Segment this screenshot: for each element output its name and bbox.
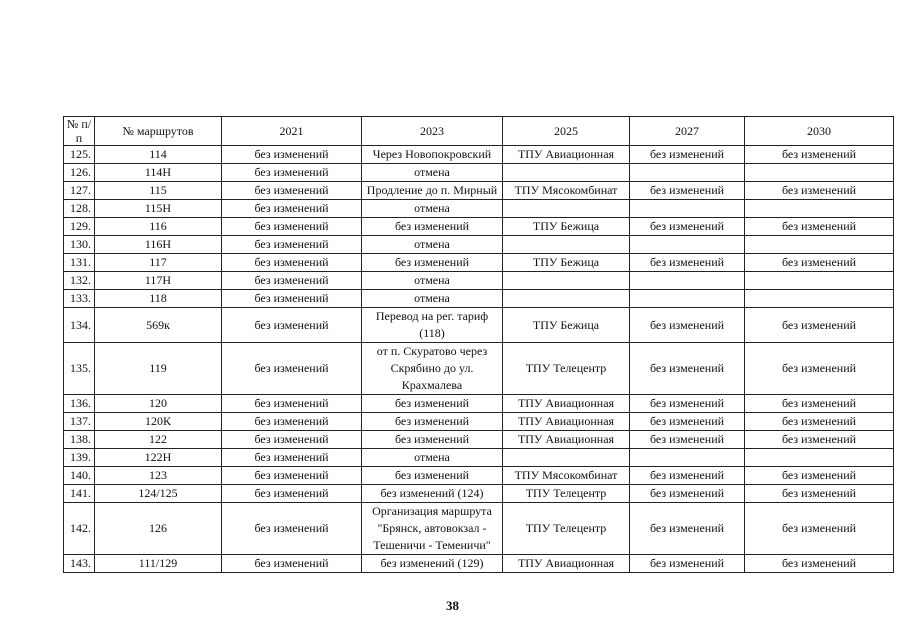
cell-status-2025: ТПУ Мясокомбинат [503,182,630,200]
table-row [64,272,894,290]
cell-status-2025 [503,200,630,218]
table-row [64,182,894,200]
cell-status-2023: без изменений [362,467,503,485]
cell-status-2021: без изменений [222,182,362,200]
cell-status-2023: отмена [362,164,503,182]
table-row [64,200,894,218]
cell-route-number: 569к [95,308,222,343]
cell-route-number: 117Н [95,272,222,290]
cell-status-2027: без изменений [630,254,745,272]
table-row [64,485,894,503]
table-row [64,503,894,555]
cell-row-number: 143. [64,555,95,573]
cell-status-2021: без изменений [222,555,362,573]
cell-status-2023: без изменений [362,218,503,236]
table-body [64,146,894,573]
cell-status-2027: без изменений [630,343,745,395]
cell-status-2027: без изменений [630,503,745,555]
cell-status-2025 [503,449,630,467]
cell-route-number: 114 [95,146,222,164]
cell-route-number: 126 [95,503,222,555]
cell-status-2027: без изменений [630,218,745,236]
header-cell-2030: 2030 [745,117,894,146]
cell-status-2023: отмена [362,272,503,290]
cell-status-2027: без изменений [630,395,745,413]
cell-status-2021: без изменений [222,200,362,218]
cell-route-number: 111/129 [95,555,222,573]
cell-status-2027: без изменений [630,308,745,343]
cell-status-2021: без изменений [222,272,362,290]
cell-status-2030: без изменений [745,503,894,555]
cell-route-number: 119 [95,343,222,395]
cell-status-2021: без изменений [222,290,362,308]
cell-status-2030: без изменений [745,182,894,200]
table-row [64,290,894,308]
cell-status-2023: без изменений [362,431,503,449]
cell-status-2021: без изменений [222,146,362,164]
cell-status-2027 [630,200,745,218]
cell-status-2025: ТПУ Авиационная [503,146,630,164]
cell-status-2023: без изменений [362,254,503,272]
cell-status-2030: без изменений [745,343,894,395]
cell-status-2021: без изменений [222,343,362,395]
header-cell-2021: 2021 [222,117,362,146]
cell-status-2023: отмена [362,200,503,218]
cell-route-number: 117 [95,254,222,272]
cell-status-2021: без изменений [222,164,362,182]
cell-status-2021: без изменений [222,395,362,413]
cell-status-2025: ТПУ Телецентр [503,485,630,503]
cell-row-number: 141. [64,485,95,503]
cell-row-number: 127. [64,182,95,200]
table-row [64,449,894,467]
cell-status-2027: без изменений [630,555,745,573]
cell-status-2030: без изменений [745,395,894,413]
cell-status-2023: Через Новопокровский [362,146,503,164]
table-header-row [64,117,894,146]
cell-route-number: 122Н [95,449,222,467]
table-row [64,308,894,343]
cell-status-2027 [630,164,745,182]
cell-status-2025: ТПУ Авиационная [503,395,630,413]
cell-status-2030: без изменений [745,254,894,272]
cell-status-2027 [630,449,745,467]
cell-status-2027: без изменений [630,467,745,485]
table-row [64,343,894,395]
cell-status-2021: без изменений [222,308,362,343]
cell-status-2025: ТПУ Телецентр [503,343,630,395]
table-row [64,555,894,573]
cell-status-2025 [503,290,630,308]
cell-status-2021: без изменений [222,485,362,503]
cell-row-number: 129. [64,218,95,236]
cell-status-2025: ТПУ Бежица [503,218,630,236]
cell-row-number: 125. [64,146,95,164]
table-row [64,467,894,485]
cell-status-2023: без изменений [362,413,503,431]
cell-status-2027: без изменений [630,485,745,503]
cell-row-number: 136. [64,395,95,413]
table-row [64,164,894,182]
cell-row-number: 142. [64,503,95,555]
cell-status-2025: ТПУ Бежица [503,308,630,343]
cell-status-2023: отмена [362,449,503,467]
table-row [64,395,894,413]
table-row [64,236,894,254]
cell-status-2025 [503,236,630,254]
cell-status-2030 [745,290,894,308]
cell-row-number: 137. [64,413,95,431]
cell-status-2021: без изменений [222,254,362,272]
cell-row-number: 138. [64,431,95,449]
routes-table [63,116,894,573]
cell-status-2030 [745,236,894,254]
cell-status-2030 [745,449,894,467]
cell-status-2021: без изменений [222,467,362,485]
cell-status-2027: без изменений [630,431,745,449]
cell-status-2030 [745,200,894,218]
cell-row-number: 128. [64,200,95,218]
cell-status-2021: без изменений [222,413,362,431]
cell-status-2030: без изменений [745,467,894,485]
cell-status-2023: без изменений (129) [362,555,503,573]
cell-route-number: 123 [95,467,222,485]
cell-status-2027: без изменений [630,182,745,200]
cell-status-2023: Продление до п. Мирный [362,182,503,200]
table-row [64,431,894,449]
cell-status-2023: отмена [362,290,503,308]
cell-status-2025 [503,272,630,290]
cell-row-number: 139. [64,449,95,467]
cell-status-2030: без изменений [745,413,894,431]
cell-status-2025: ТПУ Авиационная [503,431,630,449]
cell-status-2027: без изменений [630,413,745,431]
cell-route-number: 116Н [95,236,222,254]
header-cell-2027: 2027 [630,117,745,146]
cell-route-number: 120К [95,413,222,431]
cell-status-2030 [745,272,894,290]
cell-status-2021: без изменений [222,236,362,254]
cell-row-number: 130. [64,236,95,254]
cell-row-number: 131. [64,254,95,272]
cell-row-number: 134. [64,308,95,343]
cell-status-2030 [745,164,894,182]
header-cell-2023: 2023 [362,117,503,146]
cell-status-2021: без изменений [222,503,362,555]
cell-route-number: 115 [95,182,222,200]
cell-route-number: 124/125 [95,485,222,503]
cell-status-2021: без изменений [222,449,362,467]
cell-status-2030: без изменений [745,485,894,503]
cell-status-2030: без изменений [745,555,894,573]
cell-status-2025: ТПУ Мясокомбинат [503,467,630,485]
header-cell-routes: № маршрутов [95,117,222,146]
cell-status-2021: без изменений [222,218,362,236]
cell-status-2030: без изменений [745,308,894,343]
cell-row-number: 140. [64,467,95,485]
table-row [64,254,894,272]
cell-status-2021: без изменений [222,431,362,449]
cell-status-2027 [630,290,745,308]
cell-status-2023: от п. Скуратово через Скрябино до ул. Крахмалева [362,343,503,395]
cell-row-number: 126. [64,164,95,182]
cell-status-2027 [630,272,745,290]
cell-route-number: 116 [95,218,222,236]
cell-status-2023: без изменений (124) [362,485,503,503]
cell-route-number: 118 [95,290,222,308]
table-row [64,146,894,164]
cell-status-2023: без изменений [362,395,503,413]
cell-row-number: 133. [64,290,95,308]
cell-route-number: 120 [95,395,222,413]
cell-status-2025: ТПУ Авиационная [503,555,630,573]
page-number: 38 [446,598,459,613]
cell-status-2027 [630,236,745,254]
cell-row-number: 135. [64,343,95,395]
header-cell-number: № п/п [64,117,95,146]
cell-route-number: 115Н [95,200,222,218]
cell-route-number: 122 [95,431,222,449]
cell-row-number: 132. [64,272,95,290]
table-row [64,218,894,236]
cell-status-2030: без изменений [745,431,894,449]
cell-status-2025: ТПУ Авиационная [503,413,630,431]
cell-route-number: 114Н [95,164,222,182]
cell-status-2023: Перевод на рег. тариф (118) [362,308,503,343]
cell-status-2027: без изменений [630,146,745,164]
header-cell-2025: 2025 [503,117,630,146]
cell-status-2025: ТПУ Телецентр [503,503,630,555]
cell-status-2023: Организация маршрута "Брянск, автовокзал - Тешеничи - Теменичи" [362,503,503,555]
cell-status-2023: отмена [362,236,503,254]
cell-status-2030: без изменений [745,218,894,236]
cell-status-2025 [503,164,630,182]
cell-status-2025: ТПУ Бежица [503,254,630,272]
table-row [64,413,894,431]
cell-status-2030: без изменений [745,146,894,164]
